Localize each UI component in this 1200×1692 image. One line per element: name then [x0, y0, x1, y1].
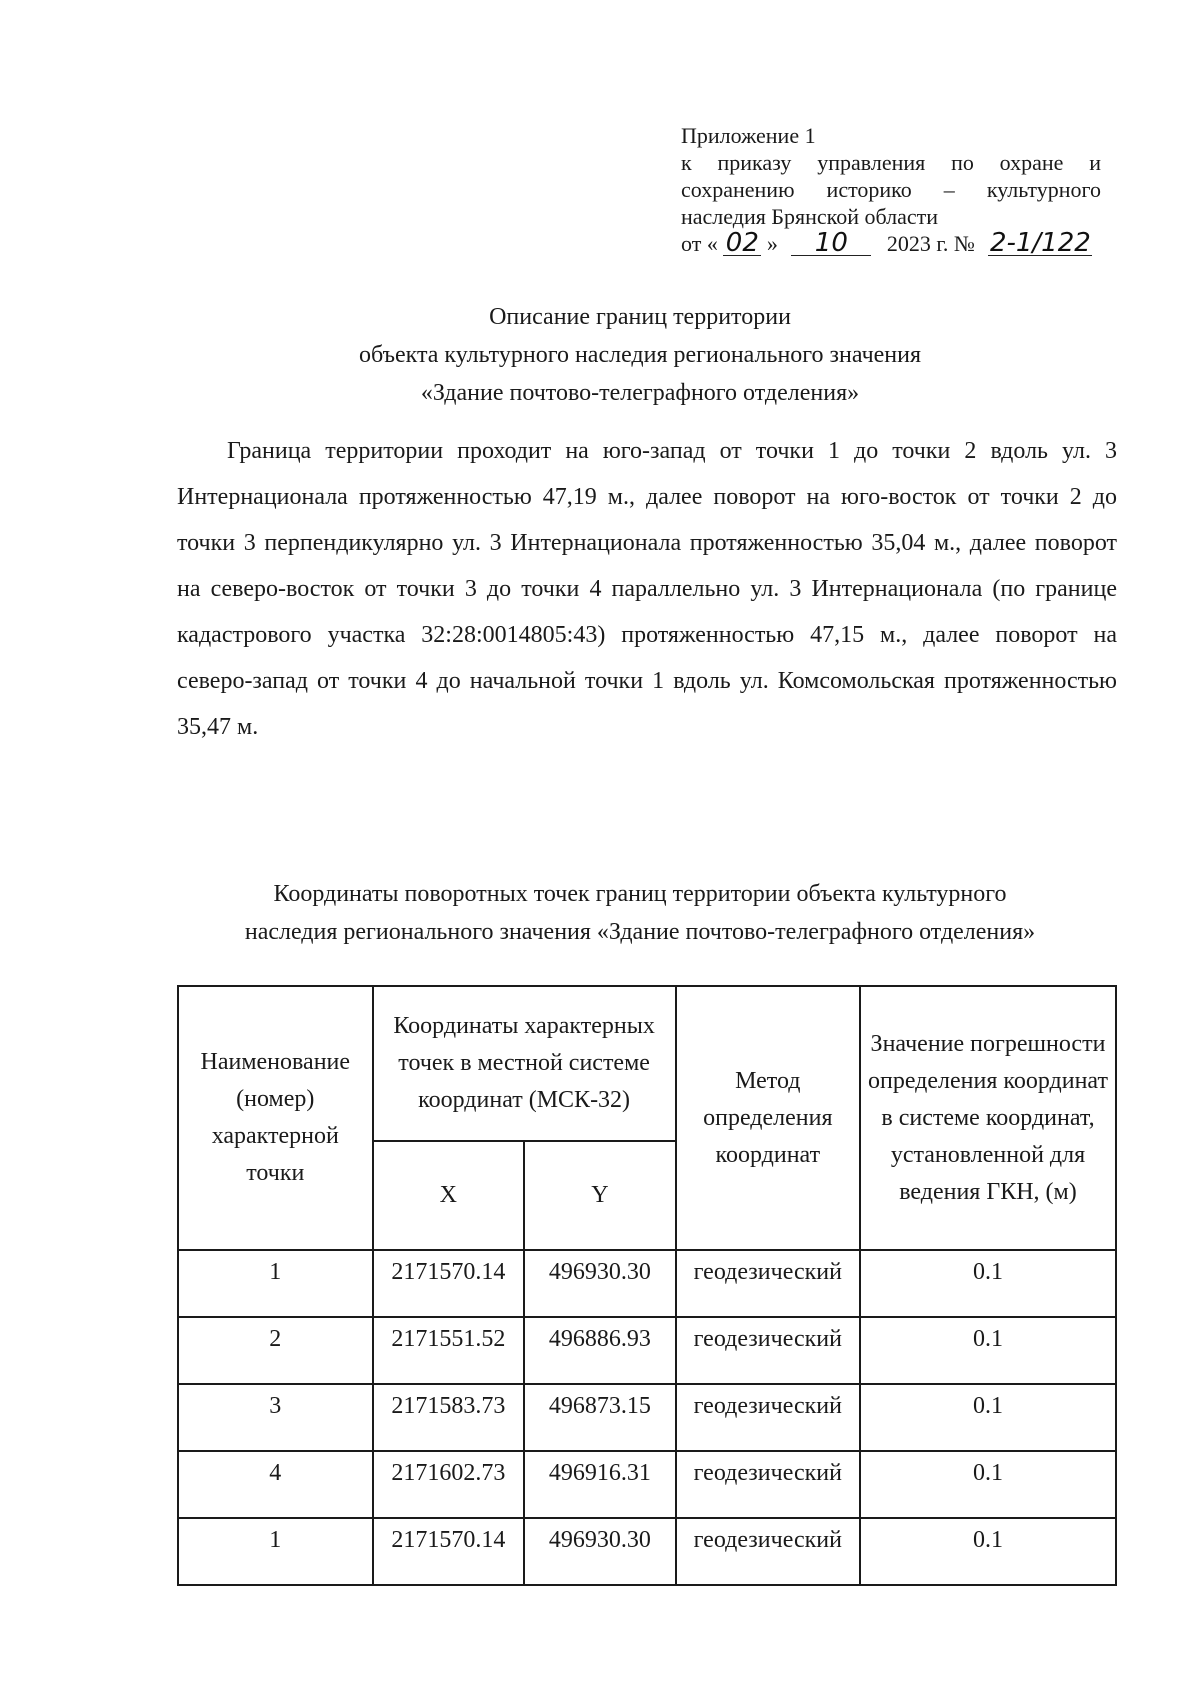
caption-line-2: наследия регионального значения «Здание почтово-телеграфного отделения»: [244, 919, 1036, 945]
cell-method: геодезический: [676, 1317, 860, 1384]
cell-accuracy: 0.1: [860, 1518, 1116, 1585]
cell-point: 1: [178, 1518, 373, 1585]
order-reference-line-2: сохранению историко – культурного: [681, 177, 1101, 202]
cell-y: 496873.15: [524, 1384, 676, 1451]
title-line-2: объекта культурного наследия регионального значения: [358, 342, 922, 368]
table-row: [178, 1317, 1116, 1384]
cell-accuracy: 0.1: [860, 1250, 1116, 1317]
cell-point: 1: [178, 1250, 373, 1317]
cell-method: геодезический: [676, 1518, 860, 1585]
cell-x: 2171551.52: [373, 1317, 525, 1384]
title-line-1: Описание границ территории: [489, 304, 791, 330]
title-line-3: «Здание почтово-телеграфного отделения»: [420, 380, 860, 406]
appendix-header: [681, 122, 1101, 257]
header-coordinates: Координаты характерных точек в местной системе координат (МСК-32): [373, 986, 676, 1141]
table-caption: [160, 875, 1120, 951]
table-header-row: [178, 986, 1116, 1141]
table-row: [178, 1518, 1116, 1585]
cell-point: 2: [178, 1317, 373, 1384]
order-date-line: [681, 230, 1101, 257]
table-row: [178, 1250, 1116, 1317]
handwritten-month: 10: [791, 231, 871, 256]
date-day-suffix: »: [766, 231, 778, 256]
cell-point: 3: [178, 1384, 373, 1451]
date-prefix: от «: [681, 231, 718, 256]
cell-accuracy: 0.1: [860, 1384, 1116, 1451]
date-year: 2023 г. №: [886, 231, 975, 256]
caption-line-1: Координаты поворотных точек границ территории объекта культурного: [273, 881, 1007, 907]
boundary-description: Граница территории проходит на юго-запад от точки 1 до точки 2 вдоль ул. 3 Интернационала протяженностью 47,19 м., далее поворот на юго-восток от точки 2 до точки 3 перпендикулярно ул. 3 Интернационала протяженностью 35,04 м., далее поворот на северо-восток от точки 3 до точки 4 параллельно ул. 3 Интернационала (по границе кадастрового участка 32:28:0014805:43) протяженностью 47,15 м., далее поворот на северо-запад от точки 4 до начальной точки 1 вдоль ул. Комсомольская протяженностью 35,47 м.: [177, 438, 1117, 740]
document-title: [160, 298, 1120, 412]
table-row: [178, 1384, 1116, 1451]
header-x: X: [373, 1141, 525, 1250]
cell-y: 496930.30: [524, 1250, 676, 1317]
handwritten-order-number: 2-1/122: [989, 228, 1091, 258]
cell-accuracy: 0.1: [860, 1317, 1116, 1384]
cell-accuracy: 0.1: [860, 1451, 1116, 1518]
handwritten-day: 02: [723, 231, 761, 256]
cell-method: геодезический: [676, 1384, 860, 1451]
coordinates-table: [177, 985, 1117, 1586]
cell-x: 2171570.14: [373, 1518, 525, 1585]
cell-x: 2171602.73: [373, 1451, 525, 1518]
cell-point: 4: [178, 1451, 373, 1518]
cell-method: геодезический: [676, 1250, 860, 1317]
header-accuracy: Значение погрешности определения координат в системе координат, установленной для ведения ГКН, (м): [860, 986, 1116, 1250]
order-reference-line-3: наследия Брянской области: [681, 204, 939, 229]
order-reference-line-1: к приказу управления по охране и: [681, 150, 1101, 175]
cell-x: 2171570.14: [373, 1250, 525, 1317]
header-method: Метод определения координат: [676, 986, 860, 1250]
header-point-name: Наименование (номер) характерной точки: [178, 986, 373, 1250]
appendix-label: Приложение 1: [681, 123, 816, 148]
table-row: [178, 1451, 1116, 1518]
cell-y: 496916.31: [524, 1451, 676, 1518]
cell-x: 2171583.73: [373, 1384, 525, 1451]
cell-y: 496930.30: [524, 1518, 676, 1585]
cell-method: геодезический: [676, 1451, 860, 1518]
header-y: Y: [524, 1141, 676, 1250]
cell-y: 496886.93: [524, 1317, 676, 1384]
